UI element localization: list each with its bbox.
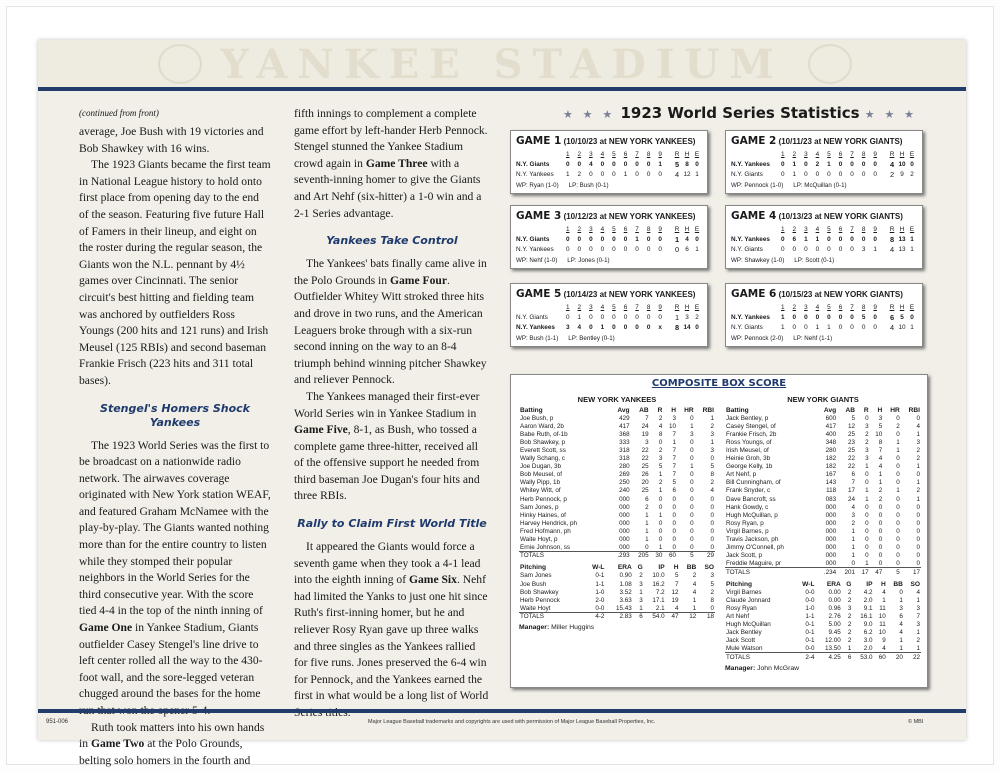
stat-row: Virgil Barnes 0-0 0.00 2 4.2 4 0 4 — [726, 588, 920, 596]
stat-row: Sam Jones, p 000 2 0 0 0 0 — [520, 503, 714, 511]
paragraph: average, Joe Bush with 19 victories and Bob Shawkey with 16 wins. — [79, 125, 264, 155]
line-score: 1 2 3 4 5 6 7 8 9 R H E N.Y. Giants 0 1 0 0 0 0 0 0 0 1 3 2 N.Y. Yankees 3 4 0 1 0 0 0 0 x 8 14 0 — [516, 303, 700, 332]
line-score: 1 2 3 4 5 6 7 8 9 R H E N.Y. Yankees 1 0 0 0 0 0 0 5 0 6 5 0 N.Y. Giants 1 0 0 1 1 0 0 0 0 4 10 1 — [731, 303, 915, 332]
article-column-2 — [294, 106, 490, 722]
stat-row: Frankie Frisch, 2b 400 25 2 10 0 1 — [726, 430, 920, 438]
stat-row: Hugh McQuillan 0-1 5.00 2 9.0 11 4 3 — [726, 620, 920, 628]
stat-row: Joe Dugan, 3b 280 25 5 7 1 5 — [520, 463, 714, 471]
totals-row: TOTALS 4-2 2.83 6 54.0 47 12 18 — [520, 613, 714, 621]
stat-row: Art Nehf 1-1 2.76 2 16.1 10 6 7 — [726, 612, 920, 620]
article-column-1 — [79, 106, 271, 769]
stat-row: Hinky Haines, of 000 1 1 0 0 0 — [520, 511, 714, 519]
stat-row: Travis Jackson, ph 000 1 0 0 0 0 — [726, 536, 920, 544]
stat-row: Irish Meusel, of 280 25 3 7 1 2 — [726, 447, 920, 455]
totals-row: TOTALS .293 205 30 60 5 29 — [520, 552, 714, 560]
stat-row: Ernie Johnson, ss 000 0 1 0 0 0 — [520, 543, 714, 551]
stat-row: Bill Cunningham, of 143 7 0 1 0 1 — [726, 479, 920, 487]
composite-title: COMPOSITE BOX SCORE — [651, 378, 787, 389]
stat-row: Hank Gowdy, c 000 4 0 0 0 0 — [726, 503, 920, 511]
totals-row: TOTALS 2-4 4.25 6 53.0 60 20 22 — [726, 653, 920, 661]
stat-row: Fred Hofmann, ph 000 1 0 0 0 0 — [520, 527, 714, 535]
stat-row: Sam Jones 0-1 0.90 2 10.0 5 2 3 — [520, 572, 714, 580]
stat-row: Herb Pennock 2-0 3.63 3 17.1 19 1 8 — [520, 596, 714, 604]
paragraph: fifth innings to complement a complete game effort by left-hander Herb Pennock. Stengel stunned the Yankee Stadium crowd again in Game Three with a seventh-inning homer to give the Giants and Art Nehf (six-hitter) a 1-0 win and a 2-1 Series advantage. — [294, 107, 488, 220]
stat-row: George Kelly, 1b 182 22 1 4 0 1 — [726, 463, 920, 471]
paragraph: The 1923 Giants became the first team in National League history to hold onto first place from opening day to the end of the season. Featuring five future Hall of Famers in their lineup, and eight on the roster during the regular season, the Giants won the N.L. pennant by 4½ games over Cincinnati. The senior circuit's best hitting and fielding team was anchored by outfielders Ross Youngs (200 hits and 121 runs) and Irish Meusel (125 RBIs) and second baseman Frankie Frisch (223 hits and 311 total bases). — [79, 158, 271, 387]
decisions: WP: Bush (1-1) LP: Bentley (0-1) — [516, 335, 615, 342]
stat-row: Wally Schang, c 318 22 3 7 0 0 — [520, 455, 714, 463]
banner-title: YANKEE STADIUM — [220, 40, 784, 88]
stat-row: Waite Hoyt, p 000 1 0 0 0 0 — [520, 536, 714, 544]
stars-icon: ★ ★ ★ — [864, 108, 918, 121]
paragraph: Ruth took matters into his own hands in Game Two at the Polo Grounds, belting solo homers in the fourth and — [79, 720, 265, 767]
game-box — [510, 283, 708, 347]
decisions: WP: Shawkey (1-0) LP: Scott (0-1) — [731, 257, 835, 264]
game-header: GAME 2 (10/11/23 at NEW YORK GIANTS) — [731, 135, 903, 147]
stats-title-text: 1923 World Series Statistics — [620, 104, 860, 122]
stat-row: Frank Snyder, c 118 17 1 2 1 2 — [726, 487, 920, 495]
decisions: WP: Pennock (1-0) LP: McQuillan (0-1) — [731, 182, 847, 189]
stat-row: Dave Bancroft, ss 083 24 1 2 0 1 — [726, 495, 920, 503]
composite-box-score — [510, 374, 928, 688]
stat-row: Virgil Barnes, p 000 1 0 0 0 0 — [726, 527, 920, 535]
stat-row: Bob Shawkey 1-0 3.52 1 7.2 12 4 2 — [520, 588, 714, 596]
stat-row: Whitey Witt, of 240 25 1 6 0 4 — [520, 487, 714, 495]
batting-table: Batting Avg AB R H HR RBI Jack Bentley, p 600 5 0 3 0 0 Casey Stengel, of 417 12 3 5 2 4 Frankie Frisch, 2b 400 25 2 10 0 1 Ross Youngs, of 348 23 2 8 1 3 Irish Meusel, of 280 25 3 7 1 2 Heinie Groh, 3b 182 22 3 4 0 2 George Kelly, 1b 182 22 1 4 0 1 Art Nehf, p 167 6 0 1 0 0 Bill Cunningham, of 143 7 0 1 0 1 Frank Snyder, c 118 17 1 2 1 2 Dave Bancroft, ss 083 24 1 2 0 1 Hank Gowdy, c 000 4 0 0 0 0 Hugh McQuillan, p 000 3 0 0 0 0 Rosy Ryan, p 000 2 0 0 0 0 Virgil Barnes, p 000 1 0 0 0 0 Travis Jackson, ph 000 1 0 0 0 0 Jimmy O'Connell, ph 000 1 0 0 0 0 Jack Scott, p 000 1 0 0 0 0 Freddie Maguire, pr 000 0 1 0 0 0 TOTALS .234 201 17 47 5 17 — [726, 406, 920, 576]
game-box — [725, 130, 923, 194]
manager: Manager: Miller Huggins — [519, 624, 595, 632]
stars-icon: ★ ★ ★ — [562, 108, 616, 121]
section-heading: Yankees Take Control — [326, 234, 458, 248]
totals-row: TOTALS .234 201 17 47 5 17 — [726, 568, 920, 576]
pitching-table: Pitching W-L ERA G IP H BB SO Virgil Barnes 0-0 0.00 2 4.2 4 0 4 Claude Jonnard 0-0 0.00 2 2.0 1 1 1 Rosy Ryan 1-0 0.96 3 9.1 11 3 3 Art Nehf 1-1 2.76 2 16.1 10 6 7 Hugh McQuillan 0-1 5.00 2 9.0 11 4 3 Jack Bentley 0-1 9.45 2 6.2 10 4 1 Jack Scott 0-1 12.00 2 3.0 9 1 2 Mule Watson 0-0 13.50 1 2.0 4 1 1 TOTALS 2-4 4.25 6 53.0 60 20 22 — [726, 580, 920, 661]
game-box — [510, 205, 708, 269]
game-header: GAME 1 (10/10/23 at NEW YORK YANKEES) — [516, 135, 696, 147]
yankees-box — [519, 395, 715, 631]
stat-row: Jimmy O'Connell, ph 000 1 0 0 0 0 — [726, 544, 920, 552]
card-code: 951-006 — [46, 719, 69, 725]
paragraph: The Yankees' bats finally came alive in the Polo Grounds in Game Four. Outfielder Whitey Witt stroked three hits and drove in two runs, and the American Leaguers broke through with a six-run second inning on the way to an 8-4 triumph behind winning pitcher Shawkey and reliever Pennock. — [294, 257, 487, 387]
paragraph: The Yankees managed their first-ever World Series win in Yankee Stadium in Game Five, 8-1, as Bush, who tossed a complete game three-hitter, received all of the offensive support he needed from third baseman Joe Dugan's four hits and three RBIs. — [294, 389, 480, 503]
stat-row: Aaron Ward, 2b 417 24 4 10 1 2 — [520, 422, 714, 430]
stat-row: Jack Bentley, p 600 5 0 3 0 0 — [726, 414, 920, 422]
stat-row: Heinie Groh, 3b 182 22 3 4 0 2 — [726, 455, 920, 463]
decisions: WP: Pennock (2-0) LP: Nehf (1-1) — [731, 335, 833, 342]
pitching-table: Pitching W-L ERA G IP H BB SO Sam Jones 0-1 0.90 2 10.0 5 2 3 Joe Bush 1-1 1.08 3 16.2 7 4 5 Bob Shawkey 1-0 3.52 1 7.2 12 4 2 Herb Pennock 2-0 3.63 3 17.1 19 1 8 Waite Hoyt 0-0 15.43 1 2.1 4 1 0 TOTALS 4-2 2.83 6 54.0 47 12 18 — [520, 564, 714, 621]
line-score: 1 2 3 4 5 6 7 8 9 R H E N.Y. Giants 0 0 4 0 0 0 0 0 1 5 8 0 N.Y. Yankees 1 2 0 0 0 1 0 0 0 4 12 1 — [516, 150, 700, 179]
stat-row: Jack Scott, p 000 1 0 0 0 0 — [726, 552, 920, 560]
logo-emblem-icon — [808, 44, 852, 84]
line-score: 1 2 3 4 5 6 7 8 9 R H E N.Y. Giants 0 0 0 0 0 0 1 0 0 1 4 0 N.Y. Yankees 0 0 0 0 0 0 0 0 0 0 6 1 — [516, 225, 700, 254]
stat-row: Joe Bush, p 429 7 2 3 0 1 — [520, 414, 714, 422]
stat-row: Hugh McQuillan, p 000 3 0 0 0 0 — [726, 511, 920, 519]
stat-row: Herb Pennock, p 000 6 0 0 0 0 — [520, 495, 714, 503]
decisions: WP: Ryan (1-0) LP: Bush (0-1) — [516, 182, 609, 189]
banner — [38, 40, 966, 88]
top-rule — [38, 87, 966, 91]
stat-row: Claude Jonnard 0-0 0.00 2 2.0 1 1 1 — [726, 596, 920, 604]
game-box — [510, 130, 708, 194]
giants-box — [725, 395, 921, 672]
copyright: © MBI — [908, 719, 924, 725]
line-score: 1 2 3 4 5 6 7 8 9 R H E N.Y. Yankees 0 1 0 2 1 0 0 0 0 4 10 0 N.Y. Giants 0 1 0 0 0 0 0 0 0 2 9 2 — [731, 150, 915, 179]
decisions: WP: Nehf (1-0) LP: Jones (0-1) — [516, 257, 610, 264]
stat-row: Bob Shawkey, p 333 3 0 1 0 1 — [520, 438, 714, 446]
bottom-rule — [38, 709, 966, 713]
game-box — [725, 205, 923, 269]
stat-row: Wally Pipp, 1b 250 20 2 5 0 2 — [520, 479, 714, 487]
stat-row: Mule Watson 0-0 13.50 1 2.0 4 1 1 — [726, 645, 920, 653]
paragraph: It appeared the Giants would force a seventh game when they took a 4-1 lead into the eighth inning of Game Six. Nehf had limited the Yanks to just one hit since Ruth's first-inning homer, but he and reliever Rosy Ryan gave up three walks and three singles as the Yankees rallied for five runs. Jones preserved the 6-4 win for Pennock, and the Yankees earned the first in what would be a long list of World — [294, 540, 489, 703]
stat-row: Waite Hoyt 0-0 15.43 1 2.1 4 1 0 — [520, 604, 714, 612]
team-name: NEW YORK GIANTS — [787, 395, 859, 404]
game-header: GAME 6 (10/15/23 at NEW YORK GIANTS) — [731, 288, 903, 300]
stat-row: Bob Meusel, of 269 26 1 7 0 8 — [520, 471, 714, 479]
section-heading: Rally to Claim First World Title — [297, 517, 487, 531]
stat-row: Jack Scott 0-1 12.00 2 3.0 9 1 2 — [726, 637, 920, 645]
team-name: NEW YORK YANKEES — [577, 395, 657, 404]
stat-row: Art Nehf, p 167 6 0 1 0 0 — [726, 471, 920, 479]
legal-text: Major League Baseball trademarks and copyrights are used with permission of Major League Baseball Properties, Inc. — [368, 719, 656, 725]
game-header: GAME 3 (10/12/23 at NEW YORK YANKEES) — [516, 210, 696, 222]
trading-card-back — [38, 40, 966, 767]
stat-row: Rosy Ryan 1-0 0.96 3 9.1 11 3 3 — [726, 604, 920, 612]
stat-row: Rosy Ryan, p 000 2 0 0 0 0 — [726, 519, 920, 527]
line-score: 1 2 3 4 5 6 7 8 9 R H E N.Y. Yankees 0 6 1 1 0 0 0 0 0 8 13 1 N.Y. Giants 0 0 0 0 0 0 0 3 1 4 13 1 — [731, 225, 915, 254]
game-header: GAME 5 (10/14/23 at NEW YORK YANKEES) — [516, 288, 696, 300]
stat-row: Ross Youngs, of 348 23 2 8 1 3 — [726, 438, 920, 446]
continued-note: (continued from front) — [79, 108, 159, 118]
manager: Manager: John McGraw — [725, 664, 800, 672]
stat-row: Casey Stengel, of 417 12 3 5 2 4 — [726, 422, 920, 430]
batting-table: Batting Avg AB R H HR RBI Joe Bush, p 429 7 2 3 0 1 Aaron Ward, 2b 417 24 4 10 1 2 Babe Ruth, of-1b 368 19 8 7 3 3 Bob Shawkey, p 333 3 0 1 0 1 Everett Scott, ss 318 22 2 7 0 3 Wally Schang, c 318 22 3 7 0 0 Joe Dugan, 3b 280 25 5 7 1 5 Bob Meusel, of 269 26 1 7 0 8 Wally Pipp, 1b 250 20 2 5 0 2 Whitey Witt, of 240 25 1 6 0 4 Herb Pennock, p 000 6 0 0 0 0 Sam Jones, p 000 2 0 0 0 0 Hinky Haines, of 000 1 1 0 0 0 Harvey Hendrick, ph 000 1 0 0 0 0 Fred Hofmann, ph 000 1 0 0 0 0 Waite Hoyt, p 000 1 0 0 0 0 Ernie Johnson, ss 000 0 1 0 0 0 TOTALS .293 205 30 60 5 29 — [520, 406, 714, 560]
paragraph: The 1923 World Series was the first to be broadcast on a nationwide radio network. The airwaves coverage originated with New York station WEAF, and featured Graham McNamee with the play-by-play. The Giants wanted nothing more than for the entire country to listen while they stomped their popular neighbors in the World Series for the third consecutive year. With the score tied 4-4 in the top of the ninth inning of Game One in Yankee Stadium, Giants outfielder Casey Stengel's line drive to left center rolled all the way to the 430-foot wall, and the sore-legged veteran chugged around the bases for the home — [79, 438, 271, 701]
stat-row: Everett Scott, ss 318 22 2 7 0 3 — [520, 447, 714, 455]
logo-emblem-icon — [158, 44, 202, 84]
stats-title — [550, 104, 930, 122]
stat-row: Freddie Maguire, pr 000 0 1 0 0 0 — [726, 560, 920, 568]
section-heading: Stengel's Homers Shock Yankees — [100, 401, 250, 429]
stat-row: Babe Ruth, of-1b 368 19 8 7 3 3 — [520, 430, 714, 438]
stat-row: Jack Bentley 0-1 9.45 2 6.2 10 4 1 — [726, 629, 920, 637]
stat-row: Joe Bush 1-1 1.08 3 16.2 7 4 5 — [520, 580, 714, 588]
stat-row: Harvey Hendrick, ph 000 1 0 0 0 0 — [520, 519, 714, 527]
game-header: GAME 4 (10/13/23 at NEW YORK GIANTS) — [731, 210, 903, 222]
game-box — [725, 283, 923, 347]
